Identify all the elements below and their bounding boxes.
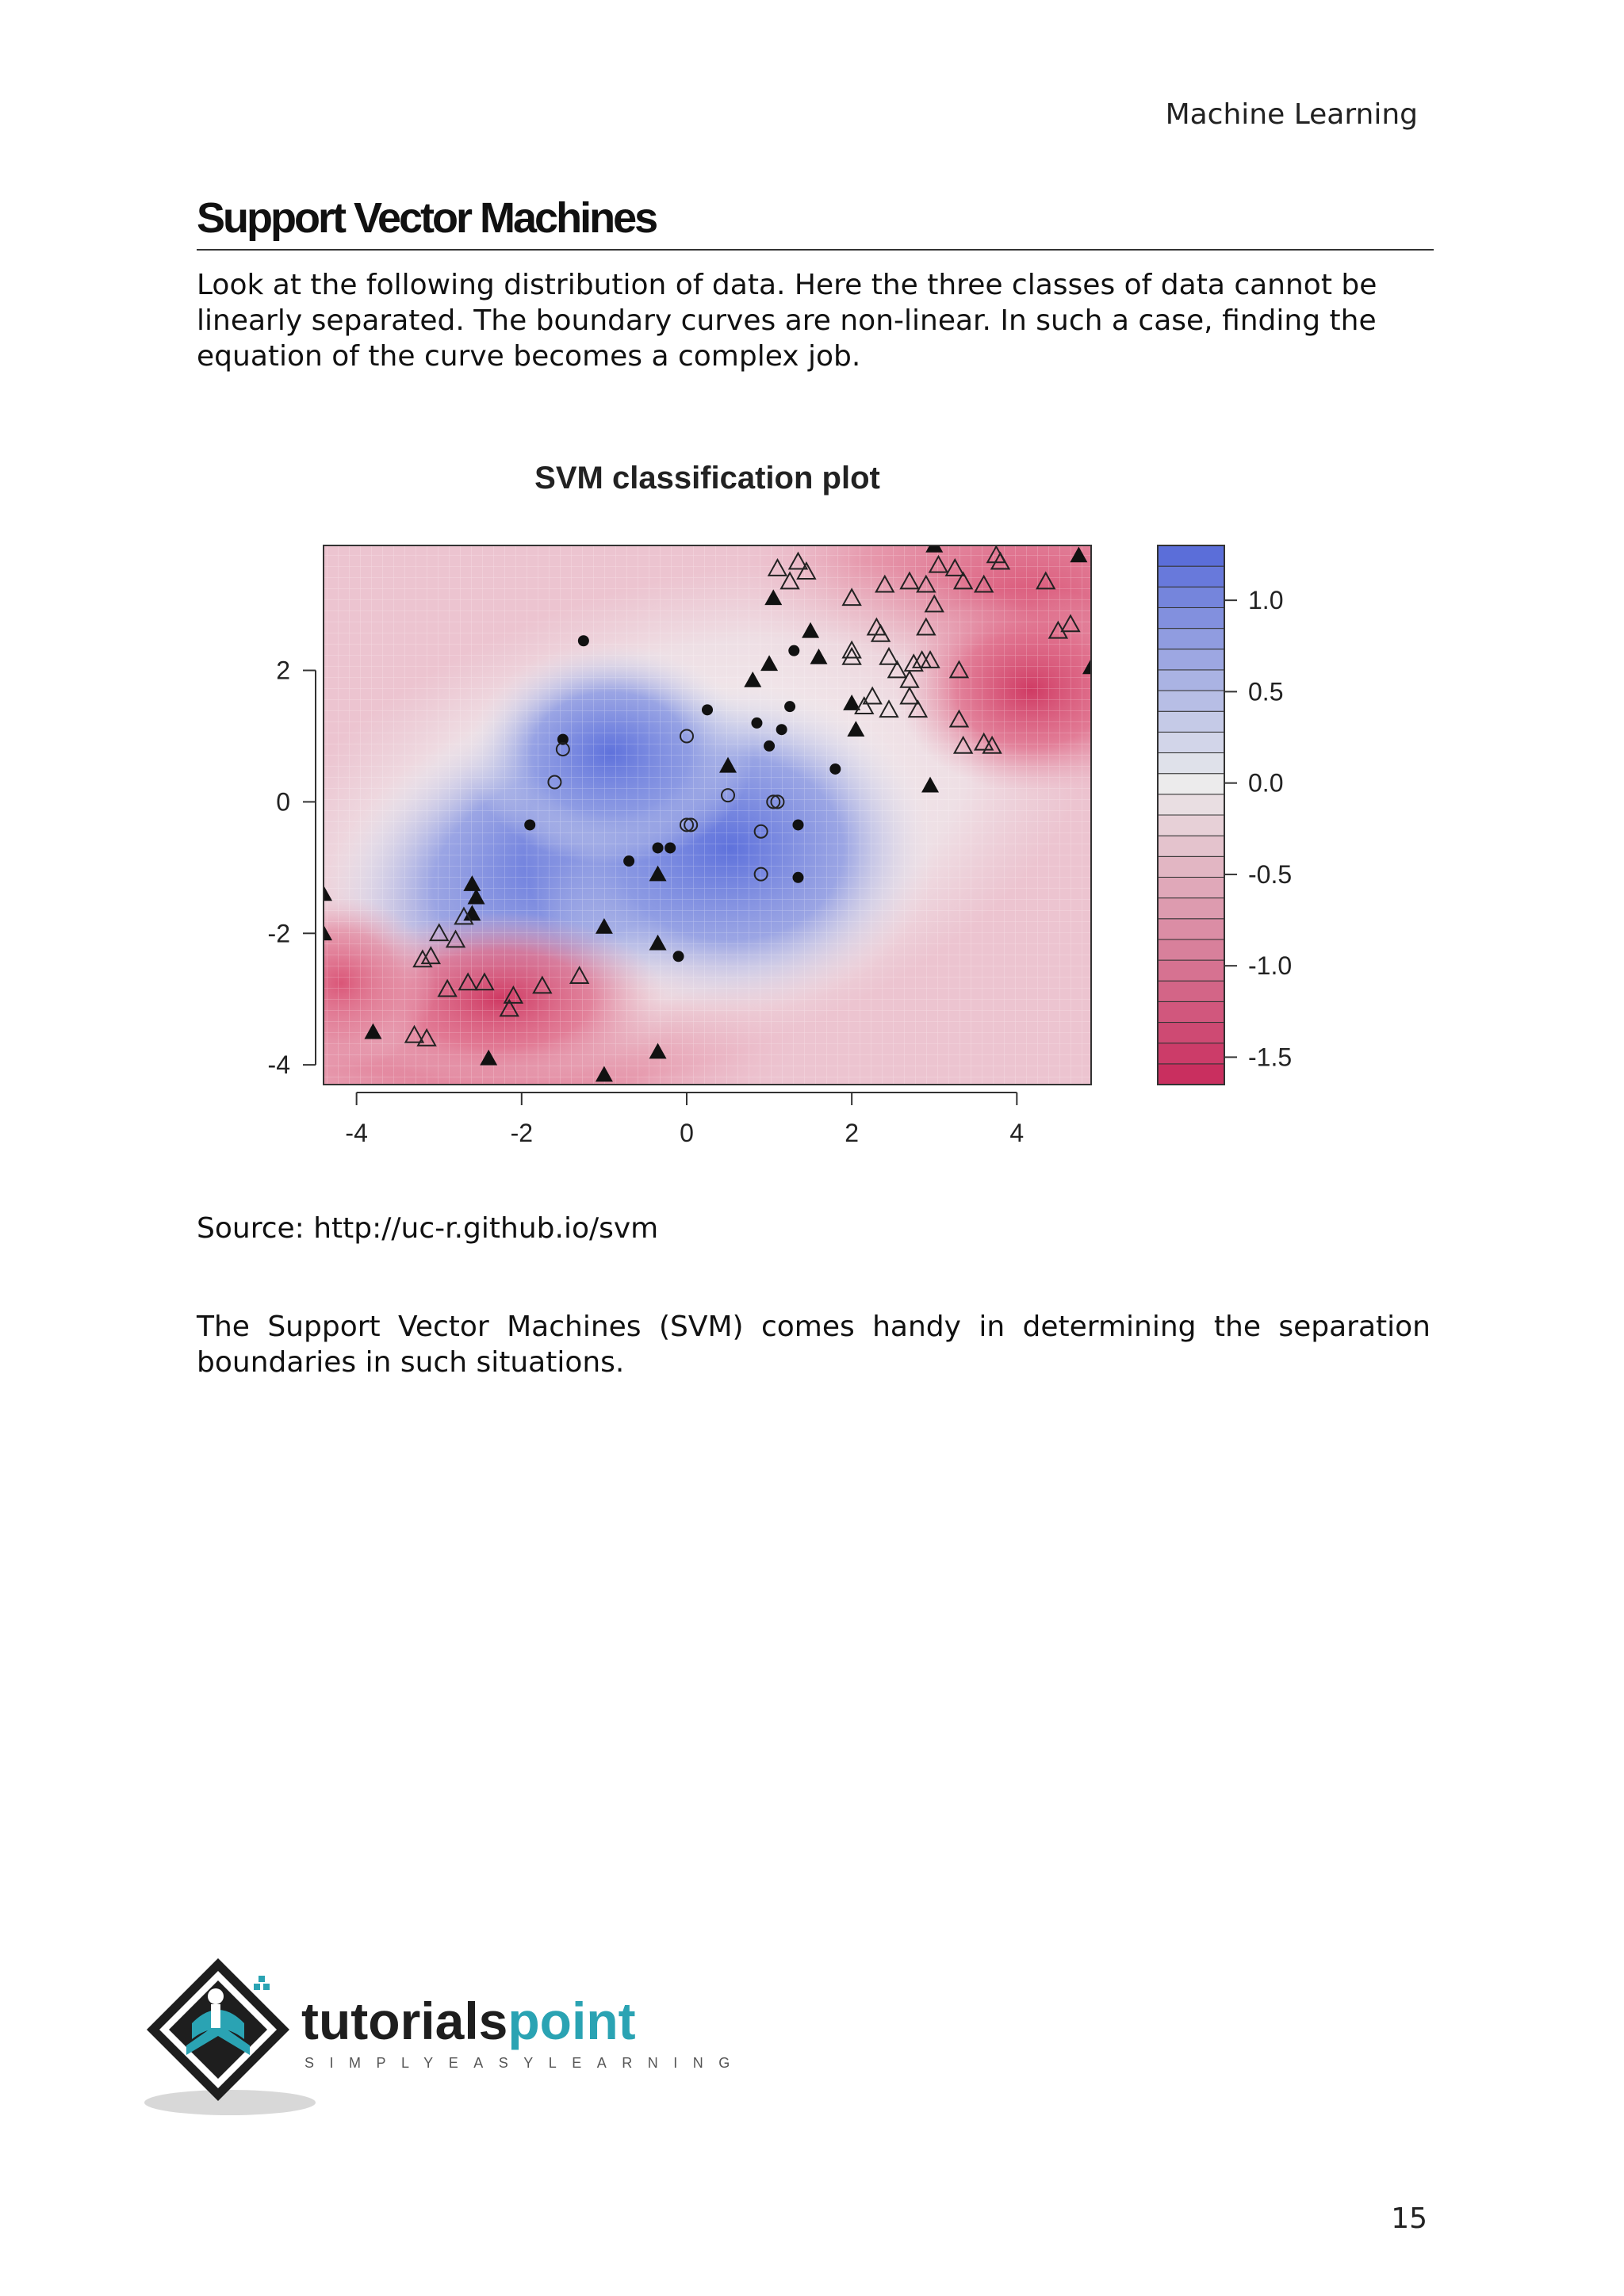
x-tick-label: 2 [845, 1119, 860, 1147]
colorbar-band [1158, 898, 1224, 919]
colorbar-band [1158, 753, 1224, 774]
point-circle-filled [776, 724, 787, 735]
logo-wordmark: tutorialspoint [301, 1992, 636, 2050]
section-title: Support Vector Machines [197, 194, 657, 242]
point-circle-filled [829, 763, 841, 775]
svm-paragraph: The Support Vector Machines (SVM) comes handy in determining the separation boundaries in such situations. [197, 1311, 1431, 1379]
point-circle-filled [788, 645, 799, 656]
colorbar-band [1158, 587, 1224, 607]
tutorialspoint-logo [143, 1950, 745, 2125]
title-rule [197, 249, 1434, 251]
running-header: Machine Learning [1165, 98, 1418, 131]
colorbar-band [1158, 815, 1224, 836]
x-tick-label: 4 [1009, 1119, 1025, 1147]
page-number: 15 [1391, 2202, 1427, 2235]
point-circle-filled [792, 819, 803, 830]
colorbar-band [1158, 836, 1224, 856]
colorbar-band [1158, 649, 1224, 670]
colorbar-band [1158, 629, 1224, 649]
colorbar-tick-label: 1.0 [1248, 586, 1284, 615]
colorbar [1158, 545, 1292, 1085]
colorbar-band [1158, 566, 1224, 587]
colorbar-band [1158, 1043, 1224, 1064]
logo-emblem-icon [147, 1958, 289, 2101]
point-circle-filled [751, 718, 762, 729]
colorbar-band [1158, 732, 1224, 752]
colorbar-band [1158, 919, 1224, 939]
colorbar-band [1158, 856, 1224, 877]
colorbar-band [1158, 545, 1224, 566]
colorbar-band [1158, 670, 1224, 691]
point-triangle-filled [925, 537, 943, 553]
svm-classification-chart [238, 444, 1380, 1173]
colorbar-band [1158, 607, 1224, 628]
colorbar-band [1158, 960, 1224, 981]
x-tick-label: -4 [345, 1119, 368, 1147]
colorbar-tick-label: -0.5 [1248, 859, 1293, 889]
point-circle-filled [623, 855, 634, 867]
logo-shadow [144, 2090, 316, 2115]
point-circle-filled [653, 842, 664, 853]
intro-paragraph: Look at the following distribution of data. Here the three classes of data cannot be linearly separated. The boundary curves are non-linear. In such a case, finding the equation of the curve becomes a complex job. [197, 269, 1377, 373]
point-circle-filled [673, 951, 684, 962]
colorbar-tick-label: 0.0 [1248, 768, 1284, 798]
decision-surface [143, 396, 1332, 1189]
y-axis [268, 656, 316, 1080]
logo-tagline: SIMPLYEASYLEARNING [304, 2055, 745, 2071]
colorbar-band [1158, 774, 1224, 794]
x-tick-label: -2 [510, 1119, 534, 1147]
chart-title: SVM classification plot [534, 461, 880, 496]
colorbar-band [1158, 691, 1224, 711]
x-axis [345, 1093, 1024, 1147]
y-tick-label: 2 [276, 656, 290, 685]
colorbar-band [1158, 1064, 1224, 1085]
point-circle-filled [578, 635, 589, 646]
colorbar-band [1158, 1023, 1224, 1043]
point-circle-filled [792, 872, 803, 883]
colorbar-band [1158, 981, 1224, 1001]
x-tick-label: 0 [680, 1119, 694, 1147]
point-circle-filled [764, 740, 775, 752]
source-citation: Source: http://uc-r.github.io/svm [197, 1212, 659, 1245]
colorbar-tick-label: 0.5 [1248, 677, 1284, 706]
y-tick-label: -4 [267, 1050, 290, 1080]
y-tick-label: -2 [267, 919, 290, 948]
colorbar-band [1158, 1001, 1224, 1022]
colorbar-band [1158, 939, 1224, 960]
colorbar-band [1158, 794, 1224, 815]
point-circle-filled [665, 842, 676, 853]
point-circle-filled [784, 701, 795, 712]
colorbar-tick-label: -1.0 [1248, 951, 1293, 981]
point-circle-filled [702, 704, 713, 715]
colorbar-band [1158, 877, 1224, 897]
y-tick-label: 0 [276, 787, 290, 817]
colorbar-tick-label: -1.5 [1248, 1043, 1293, 1072]
svm-figure [238, 444, 1380, 1173]
point-circle-filled [524, 819, 535, 830]
colorbar-band [1158, 711, 1224, 732]
